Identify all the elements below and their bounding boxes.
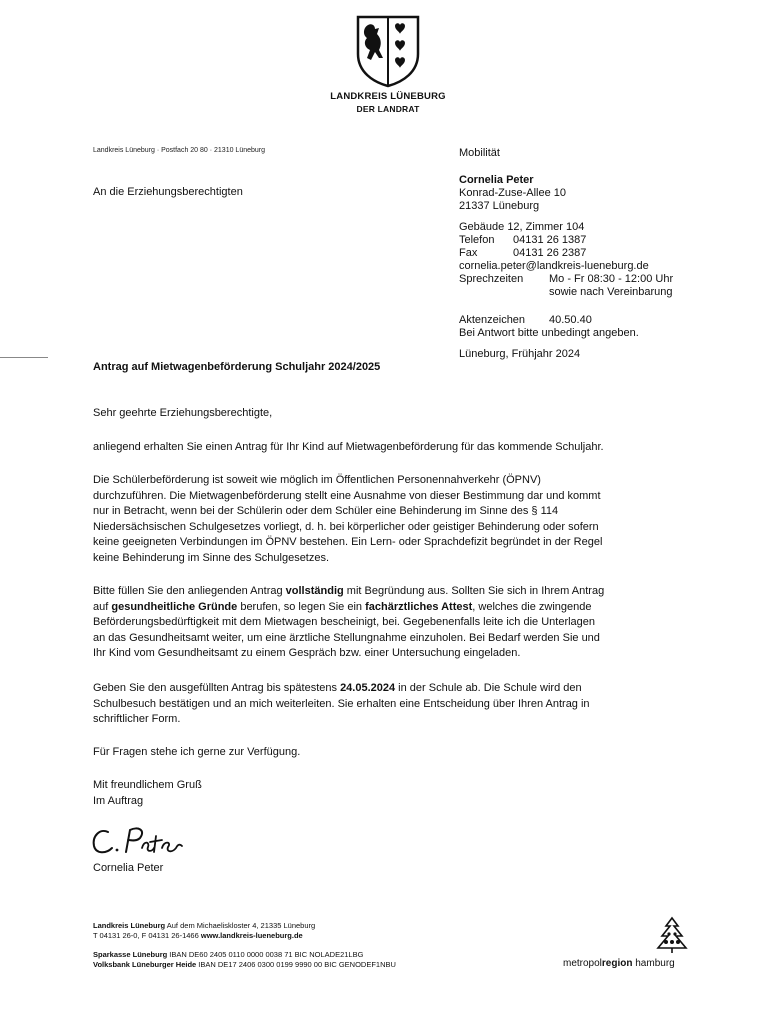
text-span: Geben Sie den ausgefüllten Antrag bis spätestens [93,682,341,694]
text-span: in der Schule ab. Die Schule wird den [395,682,582,694]
text-line: nur in Betracht, wenn bei der Schülerin oder dem Schüler eine Behinderung im Sinne des § 114 [93,505,559,517]
closing [93,778,703,809]
text-line: an das Gesundheitsamt weiter, um eine ärztliche Stellungnahme einzuholen. Bei Bedarf werden Sie und [93,631,600,644]
text-span: Bitte füllen Sie den anliegenden Antrag [93,585,286,597]
closing-line: Im Auftrag [93,794,144,807]
text-span: auf [93,600,112,613]
contact-city: 21337 Lüneburg [459,200,540,212]
ref-label: Aktenzeichen [459,314,526,326]
bank-name: Sparkasse Lüneburg [93,950,168,959]
emphasis: fachärztliches Attest [365,600,473,613]
coat-of-arms-logo [355,14,421,88]
metropolregion-text [563,958,675,969]
phone-label: Telefon [459,234,495,246]
fold-mark [0,357,48,358]
text-line: Ihr Kind vom Gesundheitsamt zu einem Gespräch bzw. einer Untersuchung eingeladen. [93,647,521,659]
phone: 04131 26 1387 [513,234,587,246]
letter-date: Lüneburg, Frühjahr 2024 [459,348,581,360]
fax: 04131 26 2387 [513,247,587,259]
department: Mobilität [459,147,500,159]
email-link[interactable]: cornelia.peter@landkreis-lueneburg.de [459,260,649,272]
emphasis: vollständig [285,585,344,597]
room: Gebäude 12, Zimmer 104 [459,221,585,233]
ref-number: 40.50.40 [549,314,592,326]
contact-name: Cornelia Peter [459,174,534,186]
text-span: metropol [563,958,602,969]
org-subtitle: DER LANDRAT [356,104,420,114]
fax-label: Fax [459,247,478,259]
salutation: Sehr geehrte Erziehungsberechtigte, [93,407,273,419]
ref-note: Bei Antwort bitte unbedingt angeben. [459,327,639,339]
contact-street: Konrad-Zuse-Allee 10 [459,187,567,199]
signer-name: Cornelia Peter [93,862,164,874]
hours-label: Sprechzeiten [459,273,524,285]
text-line: Niedersächsischen Schulgesetzes vorliegt, d. h. bei körperlicher oder geistiger Behinderung oder sofern [93,520,599,533]
text-line: Schulbesuch bestätigen und an mich weiterleiten. Sie erhalten eine Entscheidung über Ihren Antrag in [93,697,590,710]
contact-details [459,221,673,299]
reference-block [459,314,639,340]
paragraph-intro: anliegend erhalten Sie einen Antrag für Ihr Kind auf Mietwagenbeförderung für das kommende Schuljahr. [93,441,604,453]
bank-details: IBAN DE17 2406 0300 0199 9990 00 BIC GENODEF1NBU [196,959,396,969]
text-span: hamburg [632,958,675,969]
org-name: LANDKREIS LÜNEBURG [330,91,446,102]
text-span: , welches die zwingende [472,600,592,613]
hours: Mo - Fr 08:30 - 12:00 Uhr [549,273,674,285]
footer-text: Auf dem Michaeliskloster 4, 21335 Lüneburg [165,921,316,930]
text-span: mit Begründung aus. Sollten Sie sich in Ihrem Antrag [343,585,605,597]
signature [90,822,190,862]
text-line: Beförderungsbedürftigkeit mit dem Mietwagen bescheinigt, bei. Gegebenenfalls leite ich die Unterlagen [93,616,596,628]
bank-name: Volksbank Lüneburger Heide [93,959,197,969]
footer-text: T 04131 26-0, F 04131 26-1466 [93,930,201,940]
paragraph-questions: Für Fragen stehe ich gerne zur Verfügung. [93,746,301,758]
sender-line: Landkreis Lüneburg · Postfach 20 80 · 21310 Lüneburg [93,147,266,154]
footer-bank [93,950,396,969]
closing-line: Mit freundlichem Gruß [93,779,202,791]
text-span: region [601,958,633,969]
metropolregion-logo [652,916,692,954]
footer-address [93,921,315,940]
paragraph-rules [93,473,703,566]
website-link[interactable]: www.landkreis-lueneburg.de [200,930,303,940]
deadline-date: 24.05.2024 [340,682,396,694]
paragraph-instructions [93,584,703,662]
text-line: durchzuführen. Die Mietwagenbeförderung stellt eine Ausnahme von dieser Bestimmung dar und kommt [93,489,601,502]
letter-subject: Antrag auf Mietwagenbeförderung Schuljahr 2024/2025 [93,361,381,373]
text-line: keine Behinderung im Sinne des Schulgesetzes. [93,551,330,564]
footer-org: Landkreis Lüneburg [93,921,166,930]
text-line: keine geeigneten Verbindungen im ÖPNV bestehen. Ein Lern- oder Sprachdefizit begründet in der Regel [93,536,603,548]
text-line: schriftlicher Form. [93,713,181,725]
text-span: berufen, so legen Sie ein [237,600,366,613]
hours-note: sowie nach Vereinbarung [549,286,673,298]
bank-details: IBAN DE60 2405 0110 0000 0038 71 BIC NOLADE21LBG [167,950,364,959]
text-line: Die Schülerbeförderung ist soweit wie möglich im Öffentlichen Personennahverkehr (ÖPNV) [93,474,541,486]
emphasis: gesundheitliche Gründe [111,600,238,613]
contact-block [459,174,566,213]
recipient: An die Erziehungsberechtigten [93,186,243,198]
paragraph-deadline [93,681,703,728]
